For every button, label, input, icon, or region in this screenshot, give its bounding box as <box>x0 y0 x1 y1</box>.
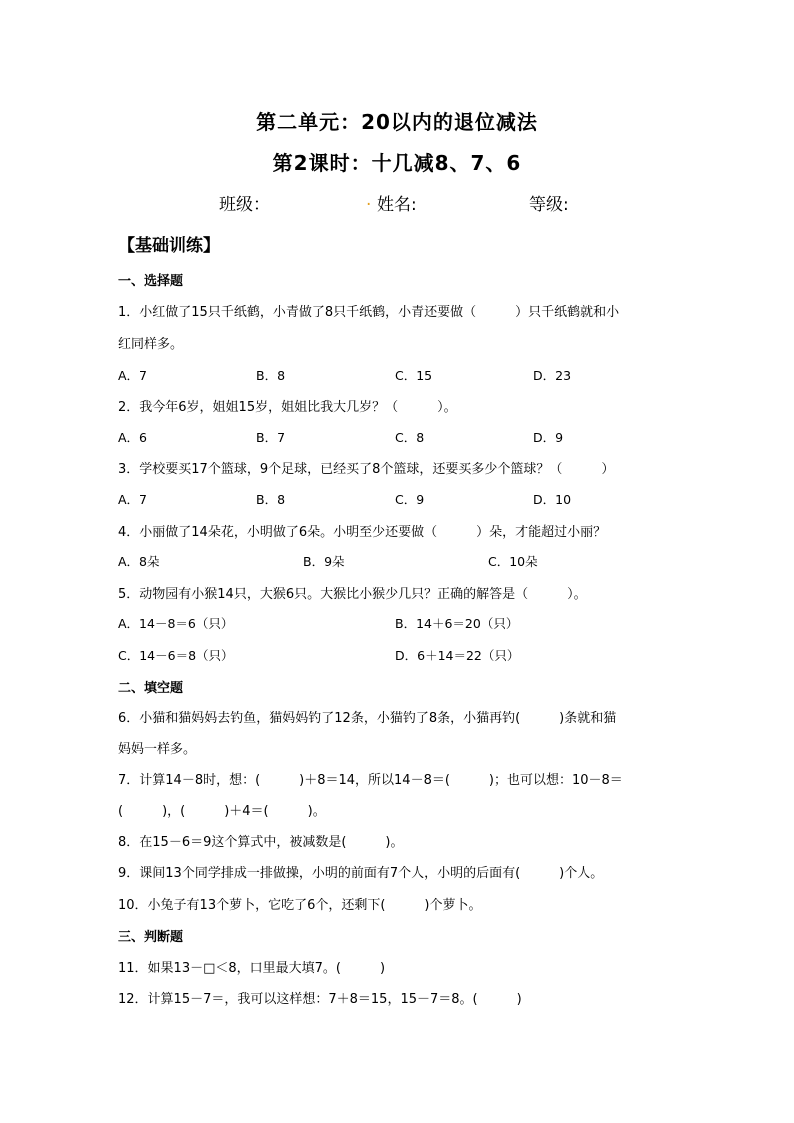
q3-option-b: B．8 <box>256 492 286 507</box>
q5-option-b: B．14＋6＝20（只） <box>395 616 519 631</box>
q5-option-a: A．14－8＝6（只） <box>118 616 234 631</box>
q2-option-a: A．6 <box>118 430 148 445</box>
heading-choice: 一、选择题 <box>118 274 184 289</box>
q1-option-c: C．15 <box>395 368 433 383</box>
heading-fill: 二、填空题 <box>118 681 184 696</box>
question-4: 4．小丽做了14朵花，小明做了6朵。小明至少还要做（ ）朵，才能超过小丽？ <box>118 525 607 540</box>
q4-option-a: A．8朵 <box>118 554 160 569</box>
question-9: 9．课间13个同学排成一排做操，小明的前面有7个人，小明的后面有( )个人。 <box>118 866 604 881</box>
question-3: 3．学校要买17个篮球，9个足球，已经买了8个篮球，还要买多少个篮球？（ ） <box>118 462 615 477</box>
q1-option-a: A．7 <box>118 368 148 383</box>
class-label: 班级： <box>219 195 270 215</box>
page-title: 第二单元：20以内的退位减法 <box>256 110 538 134</box>
q5-option-c: C．14－6＝8（只） <box>118 648 234 663</box>
section-basic-training: 【基础训练】 <box>118 236 220 256</box>
q4-option-c: C．10朵 <box>488 554 538 569</box>
question-5: 5．动物园有小猴14只，大猴6只。大猴比小猴少几只？正确的解答是（ ）。 <box>118 587 587 602</box>
q1-option-b: B．8 <box>256 368 286 383</box>
question-6-line-2: 妈妈一样多。 <box>118 742 197 757</box>
separator-dot: . <box>366 190 372 210</box>
question-6-line-1: 6．小猫和猫妈妈去钓鱼，猫妈妈钓了12条，小猫钓了8条，小猫再钓( )条就和猫 <box>118 711 617 726</box>
question-1-line-2: 红同样多。 <box>118 337 184 352</box>
question-12: 12．计算15－7＝，我可以这样想：7＋8＝15，15－7＝8。( ) <box>118 992 522 1007</box>
q2-option-b: B．7 <box>256 430 286 445</box>
q5-option-d: D．6＋14＝22（只） <box>395 648 520 663</box>
question-1-line-1: 1．小红做了15只千纸鹤，小青做了8只千纸鹤，小青还要做（ ）只千纸鹤就和小 <box>118 305 620 320</box>
q2-option-d: D．9 <box>533 430 564 445</box>
question-10: 10．小兔子有13个萝卜，它吃了6个，还剩下( )个萝卜。 <box>118 898 482 913</box>
q3-option-c: C．9 <box>395 492 425 507</box>
heading-judge: 三、判断题 <box>118 930 184 945</box>
question-7-line-2: ( )，( )＋4＝( )。 <box>118 804 326 819</box>
q1-option-d: D．23 <box>533 368 572 383</box>
lesson-subtitle: 第2课时：十几减8、7、6 <box>272 151 522 175</box>
question-11: 11．如果13－□＜8，口里最大填7。( ) <box>118 961 386 976</box>
question-8: 8．在15－6＝9这个算式中，被减数是( )。 <box>118 835 404 850</box>
grade-label: 等级: <box>529 195 569 215</box>
q3-option-d: D．10 <box>533 492 572 507</box>
q2-option-c: C．8 <box>395 430 425 445</box>
question-7-line-1: 7．计算14－8时，想：( )＋8＝14，所以14－8＝( )；也可以想：10－8＝ <box>118 773 623 788</box>
student-info-line <box>0 190 794 214</box>
name-label: 姓名: <box>377 195 417 215</box>
q4-option-b: B．9朵 <box>303 554 345 569</box>
q3-option-a: A．7 <box>118 492 148 507</box>
question-2: 2．我今年6岁，姐姐15岁，姐姐比我大几岁？（ ）。 <box>118 400 457 415</box>
